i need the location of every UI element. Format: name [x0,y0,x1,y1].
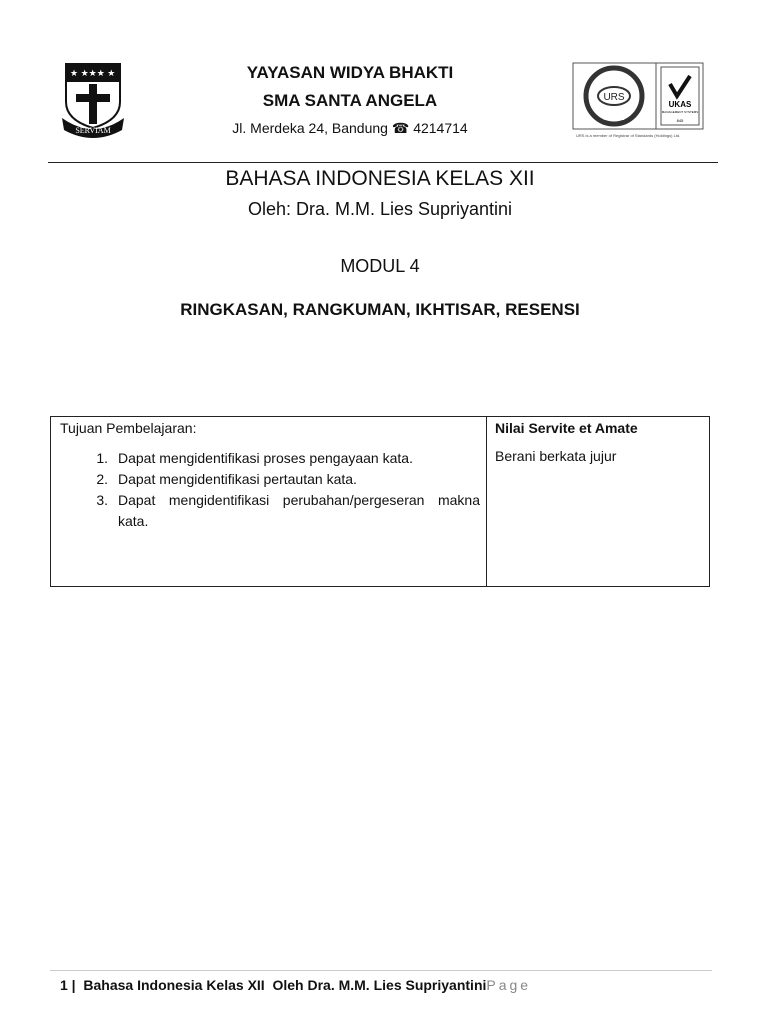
page-label: Page [486,977,532,993]
school-address [170,120,530,137]
svg-text:UKAS: UKAS [668,100,692,109]
subject-title: BAHASA INDONESIA KELAS XII [225,167,535,190]
svg-text:SERVIAM: SERVIAM [75,126,111,135]
address-text: Jl. Merdeka 24, Bandung [232,120,388,136]
values-cell [495,420,705,464]
svg-text:845: 845 [676,118,684,123]
values-header: Nilai Servite et Amate [495,420,638,436]
page-number: 1 [60,977,68,993]
objectives-table [50,416,710,587]
item-number: 1. [96,450,108,466]
header-divider [48,162,718,163]
learning-objectives-header: Tujuan Pembelajaran: [60,420,197,436]
objectives-list [60,448,480,532]
list-item [60,490,480,532]
svg-text:URS: URS [603,92,625,103]
module-topic: RINGKASAN, RANGKUMAN, IKHTISAR, RESENSI [180,300,580,319]
learning-objectives-cell [60,420,480,532]
school-name: SMA SANTA ANGELA [262,91,438,110]
item-text: Dapat mengidentifikasi pertautan kata. [118,471,357,487]
svg-text:MANAGEMENT SYSTEMS: MANAGEMENT SYSTEMS [661,110,699,114]
list-item [60,469,480,490]
item-number: 2. [96,471,108,487]
module-number: MODUL 4 [340,256,420,276]
footer-separator: | [67,977,84,993]
school-logo [60,62,126,140]
phone-icon: ☎ [391,120,410,136]
item-number: 3. [96,492,108,508]
certification-logo [572,62,704,140]
item-text: Dapat mengidentifikasi proses pengayaan kata. [118,450,413,466]
footer-divider [50,970,712,971]
item-text: Dapat mengidentifikasi perubahan/pergeseran makna kata. [118,492,480,529]
page-footer [60,977,531,993]
table-column-divider [486,417,487,586]
foundation-name: YAYASAN WIDYA BHAKTI [246,63,454,82]
values-text: Berani berkata jujur [495,448,617,464]
list-item [60,448,480,469]
svg-text:ISO 9001: ISO 9001 [603,116,625,122]
author-line: Oleh: Dra. M.M. Lies Supriyantini [247,199,513,219]
svg-text:URS is a member of Registrar o: URS is a member of Registrar of Standards (Holdings) Ltd. [576,133,681,138]
svg-text:★ ★★★ ★: ★ ★★★ ★ [70,68,116,78]
footer-text: Bahasa Indonesia Kelas XII Oleh Dra. M.M. Lies Supriyantini [83,977,487,993]
phone-number: 4214714 [413,120,468,136]
